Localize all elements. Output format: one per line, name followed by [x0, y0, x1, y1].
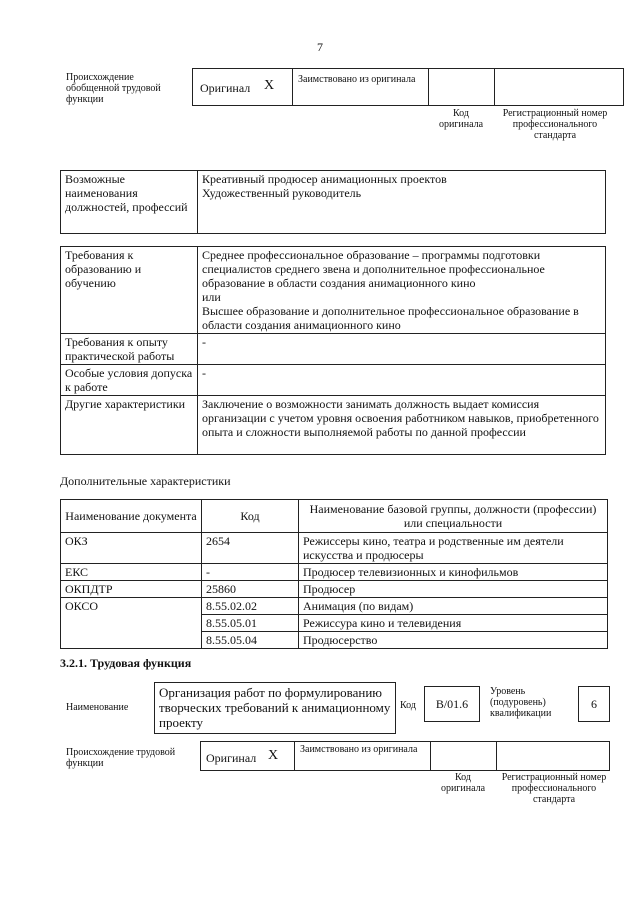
- code-cell: 25860: [202, 581, 299, 598]
- positions-table: [60, 170, 606, 234]
- name-cell: Продюсерство: [299, 632, 608, 649]
- req-value: -: [198, 365, 606, 396]
- name-cell: Режиссеры кино, театра и родственные им деятели искусства и продюсеры: [299, 533, 608, 564]
- header-cell: Код: [202, 500, 299, 533]
- name-cell: Режиссура кино и телевидения: [299, 615, 608, 632]
- page-number: 7: [317, 40, 323, 54]
- positions-label: Возможные наименования должностей, профессий: [61, 171, 198, 234]
- borrowed-label: Заимствовано из оригинала: [300, 744, 418, 755]
- doc-cell: ЕКС: [61, 564, 202, 581]
- table-row: [61, 598, 608, 615]
- function-name: Организация работ по формулированию творческих требований к анимационному проекту: [154, 682, 396, 734]
- doc-cell: ОКПДТР: [61, 581, 202, 598]
- req-label: Другие характеристики: [61, 396, 198, 455]
- req-value: Среднее профессиональное образование – программы подготовки специалистов среднего звена и дополнительное профессиональное образование в области создания анимационного кино или Высшее образование и дополнительное профессиональное образование в области создания анимационного кино: [198, 247, 606, 334]
- req-label: Особые условия допуска к работе: [61, 365, 198, 396]
- code-cell: 8.55.05.04: [202, 632, 299, 649]
- table-row: [61, 581, 608, 598]
- reg-caption: Регистрационный номер профессионального стандарта: [502, 108, 608, 141]
- code-caption: Код оригинала: [440, 772, 486, 794]
- original-mark: X: [268, 748, 279, 763]
- borrowed-label: Заимствовано из оригинала: [298, 74, 416, 85]
- original-label: Оригинал: [206, 751, 257, 765]
- header-cell: Наименование документа: [61, 500, 202, 533]
- code-cell: -: [202, 564, 299, 581]
- req-value: Заключение о возможности занимать должность выдает комиссия организации с учетом уровня освоения работником навыков, приобретенного опыта и сложности выполняемой работы по данной профессии: [198, 396, 606, 455]
- header-cell: Наименование базовой группы, должности (профессии) или специальности: [299, 500, 608, 533]
- table-row: [61, 533, 608, 564]
- origin-label: Происхождение обобщенной трудовой функции: [66, 72, 161, 105]
- name-cell: Продюсер телевизионных и кинофильмов: [299, 564, 608, 581]
- position-item: Креативный продюсер анимационных проектов: [202, 172, 447, 186]
- extra-table: [60, 499, 608, 649]
- extra-title: Дополнительные характеристики: [60, 474, 231, 488]
- name-cell: Продюсер: [299, 581, 608, 598]
- code-label: Код: [400, 700, 416, 711]
- reg-caption: Регистрационный номер профессионального стандарта: [501, 772, 607, 805]
- code-caption: Код оригинала: [438, 108, 484, 130]
- code-cell: 8.55.02.02: [202, 598, 299, 615]
- doc-cell: ОКСО: [61, 598, 202, 649]
- original-label: Оригинал: [200, 81, 251, 95]
- function-code: В/01.6: [424, 686, 480, 722]
- name-cell: Анимация (по видам): [299, 598, 608, 615]
- req-label: Требования к опыту практической работы: [61, 334, 198, 365]
- positions-value: [198, 171, 606, 234]
- code-cell: 8.55.05.01: [202, 615, 299, 632]
- level-label: Уровень (подуровень) квалификации: [490, 686, 552, 719]
- position-item: Художественный руководитель: [202, 186, 362, 200]
- req-value: -: [198, 334, 606, 365]
- requirements-table: [60, 246, 606, 455]
- table-row: [61, 564, 608, 581]
- name-label: Наименование: [66, 702, 129, 713]
- req-label: Требования к образованию и обучению: [61, 247, 198, 334]
- level-value: 6: [578, 686, 610, 722]
- section-title: 3.2.1. Трудовая функция: [60, 656, 192, 670]
- code-cell: 2654: [202, 533, 299, 564]
- original-mark: X: [264, 78, 275, 93]
- origin-label: Происхождение трудовой функции: [66, 747, 176, 769]
- doc-cell: ОКЗ: [61, 533, 202, 564]
